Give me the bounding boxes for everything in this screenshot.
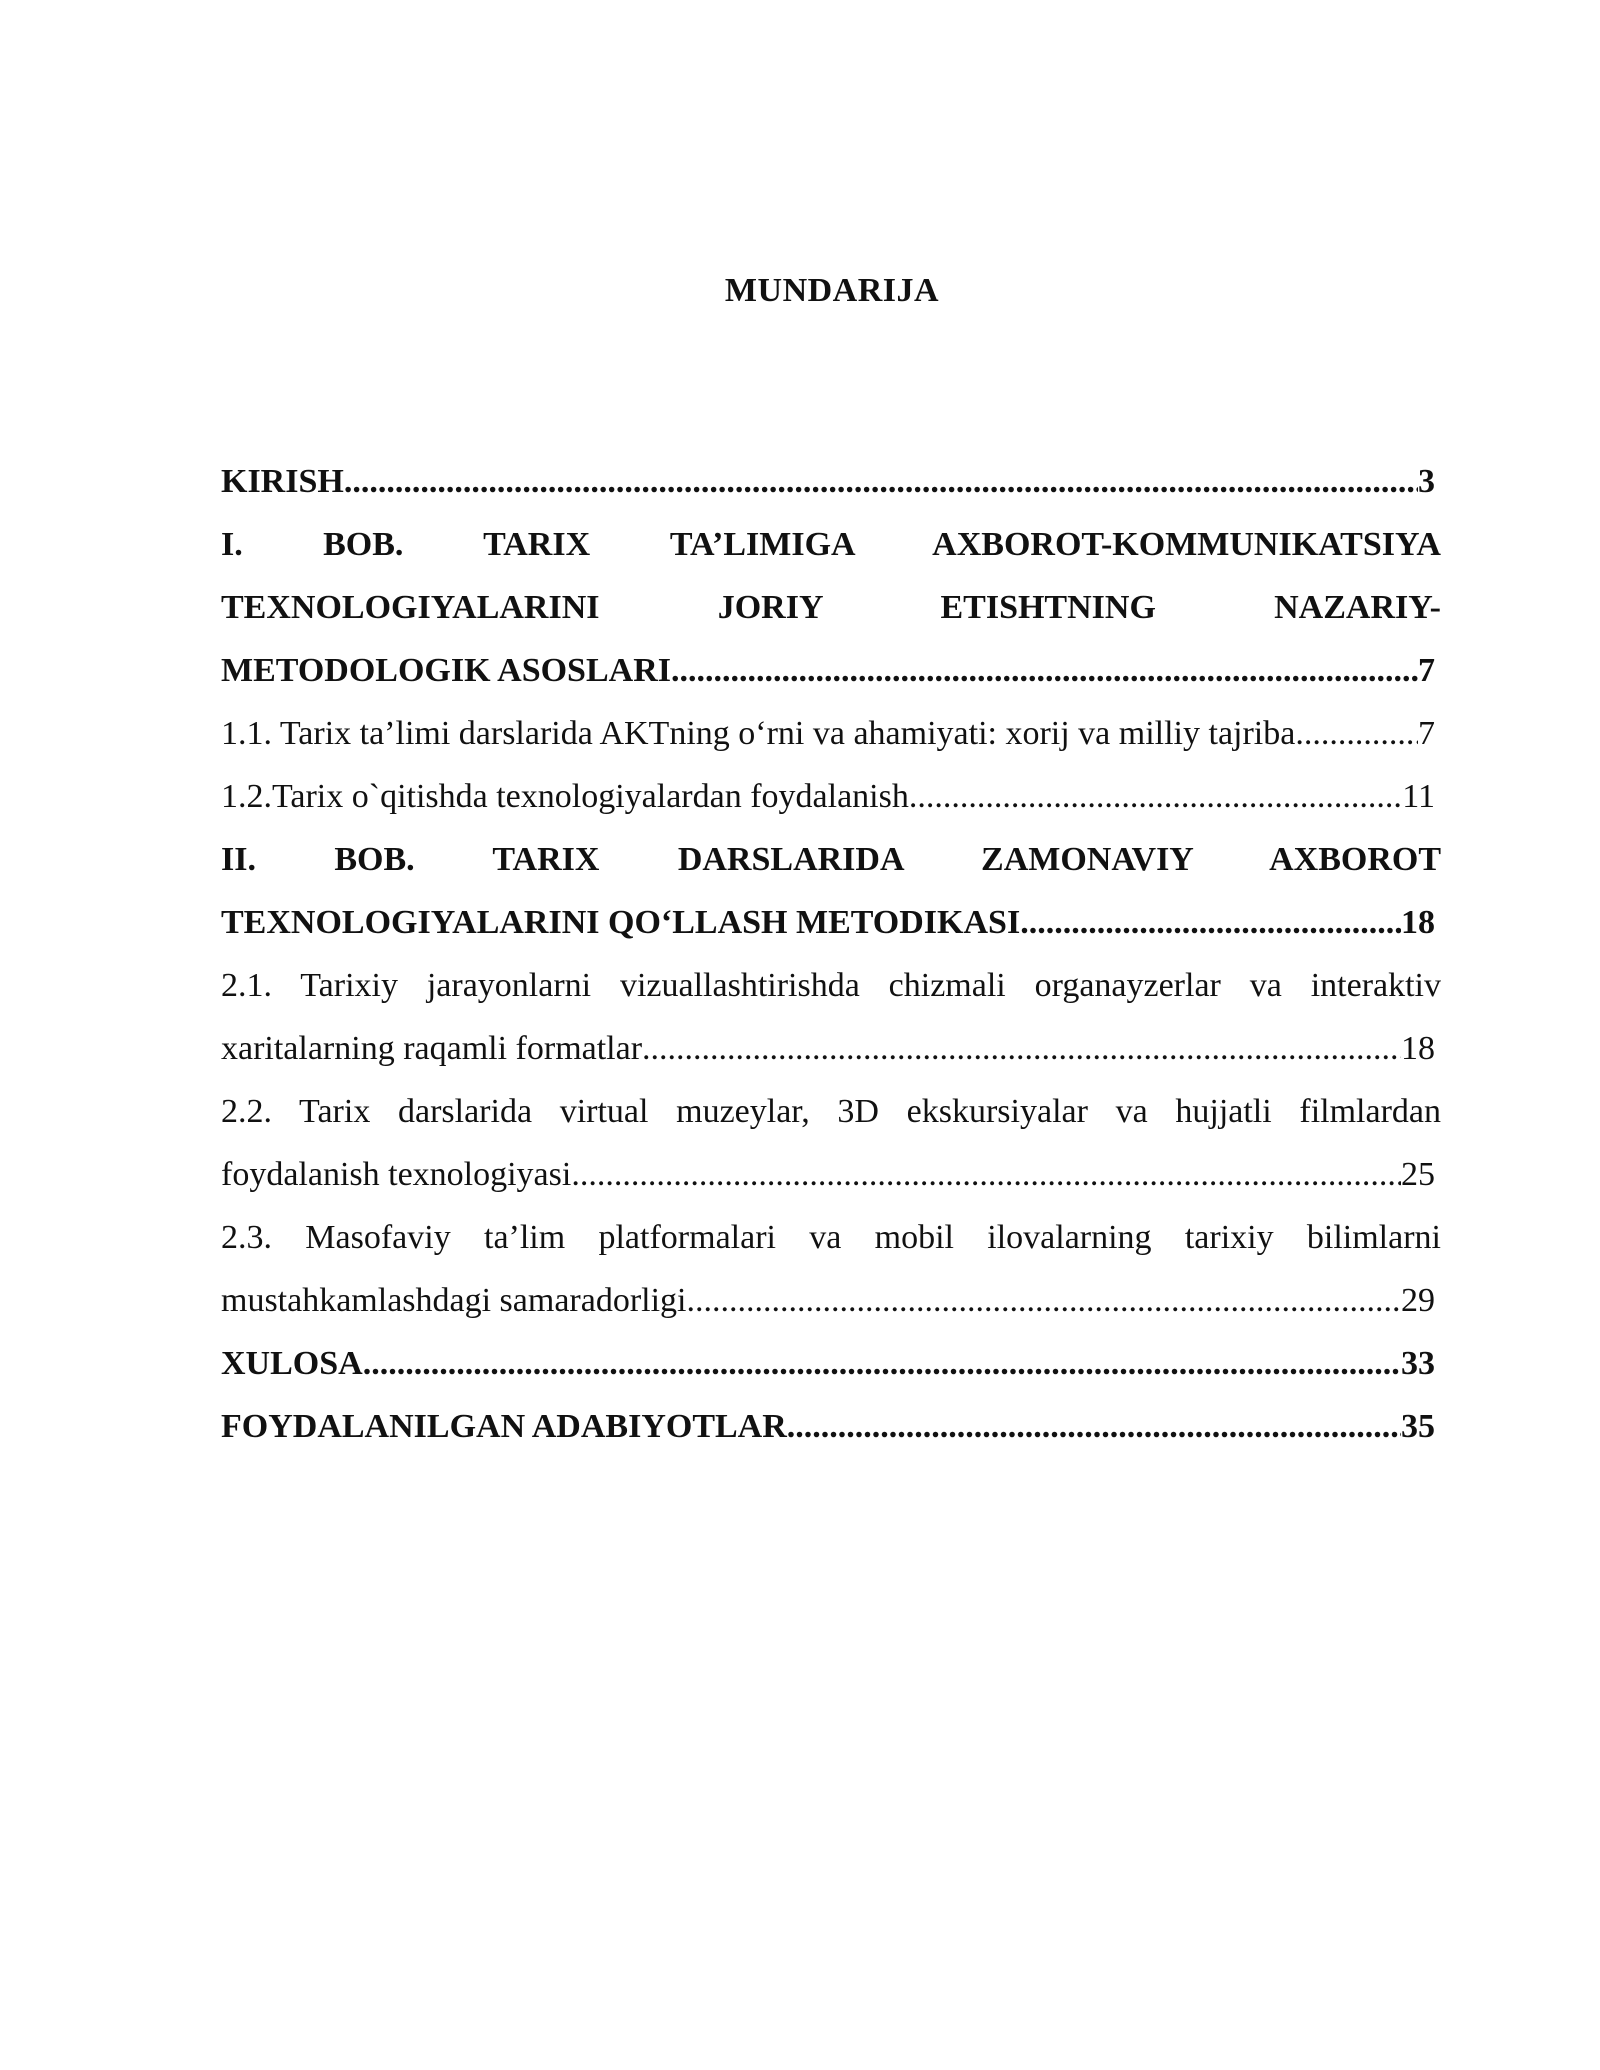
toc-entry-line: 2.3. Masofaviy ta’lim platformalari va mobil ilovalarning tarixiy bilimlarni: [221, 1219, 1441, 1256]
toc-entry[interactable]: [221, 450, 1441, 513]
toc-page-number: 25: [1401, 1156, 1435, 1193]
toc-entry-title: KIRISH: [221, 463, 344, 500]
toc-entry-title: TEXNOLOGIYALARINI QO‘LLASH METODIKASI: [221, 904, 1021, 941]
toc-page-number: 29: [1401, 1282, 1435, 1319]
toc-page-number: 7: [1418, 652, 1435, 689]
dot-leader: [363, 1332, 1401, 1395]
toc-entry-leader-line: [221, 1269, 1441, 1332]
toc-entry-title: xaritalarning raqamli formatlar: [221, 1030, 643, 1067]
toc-entry[interactable]: [221, 954, 1441, 1080]
toc-entry[interactable]: [221, 1080, 1441, 1206]
toc-entry-line: 2.1. Tarixiy jarayonlarni vizuallashtirishda chizmali organayzerlar va interaktiv: [221, 967, 1441, 1004]
dot-leader: [1020, 891, 1401, 954]
dot-leader: [571, 1143, 1401, 1206]
toc-entry-leader-line: [221, 1143, 1441, 1206]
toc-entry-leader-line: [221, 1395, 1441, 1458]
toc-entry-title: 1.2.Tarix o`qitishda texnologiyalardan foydalanish: [221, 778, 909, 815]
dot-leader: [671, 639, 1418, 702]
toc-page-number: 11: [1402, 778, 1435, 815]
toc-entry-leader-line: [221, 1017, 1441, 1080]
toc-page-number: 18: [1401, 1030, 1435, 1067]
toc-entry[interactable]: [221, 828, 1441, 954]
dot-leader: [1295, 702, 1418, 765]
toc-entry[interactable]: [221, 1395, 1441, 1458]
toc-entry-title: foydalanish texnologiyasi: [221, 1156, 572, 1193]
toc-entry-leader-line: [221, 450, 1441, 513]
toc-entry-title: XULOSA: [221, 1345, 363, 1382]
toc-entry-title: 1.1. Tarix ta’limi darslarida AKTning o‘rni va ahamiyati: xorij va milliy tajriba: [221, 715, 1296, 752]
toc-entry-title: FOYDALANILGAN ADABIYOTLAR: [221, 1408, 787, 1445]
toc-entry[interactable]: [221, 702, 1441, 765]
dot-leader: [909, 765, 1402, 828]
toc-entry-line: I. BOB. TARIX TA’LIMIGA AXBOROT-KOMMUNIKATSIYA: [221, 526, 1441, 563]
dot-leader: [344, 450, 1418, 513]
toc-entry-line: II. BOB. TARIX DARSLARIDA ZAMONAVIY AXBOROT: [221, 841, 1441, 878]
dot-leader: [787, 1395, 1401, 1458]
toc-entry[interactable]: [221, 1332, 1441, 1395]
toc-entry-title: METODOLOGIK ASOSLARI: [221, 652, 671, 689]
toc-entry-leader-line: [221, 891, 1441, 954]
toc-entry[interactable]: [221, 513, 1441, 702]
toc-entry-leader-line: [221, 1332, 1441, 1395]
dot-leader: [687, 1269, 1402, 1332]
toc-entry[interactable]: [221, 1206, 1441, 1332]
toc-entry[interactable]: [221, 765, 1441, 828]
toc-page-number: 7: [1418, 715, 1435, 752]
toc-entry-leader-line: [221, 702, 1441, 765]
toc-entry-leader-line: [221, 765, 1441, 828]
table-of-contents: [221, 450, 1441, 1458]
toc-page-number: 3: [1418, 463, 1435, 500]
page-title: MUNDARIJA: [724, 272, 940, 309]
toc-page-number: 35: [1401, 1408, 1435, 1445]
toc-entry-title: mustahkamlashdagi samaradorligi: [221, 1282, 687, 1319]
dot-leader: [642, 1017, 1401, 1080]
toc-entry-line: TEXNOLOGIYALARINI JORIY ETISHTNING NAZARIY-: [221, 589, 1441, 626]
toc-entry-line: 2.2. Tarix darslarida virtual muzeylar, 3D ekskursiyalar va hujjatli filmlardan: [221, 1093, 1441, 1130]
toc-page-number: 33: [1401, 1345, 1435, 1382]
toc-entry-leader-line: [221, 639, 1441, 702]
toc-page-number: 18: [1401, 904, 1435, 941]
